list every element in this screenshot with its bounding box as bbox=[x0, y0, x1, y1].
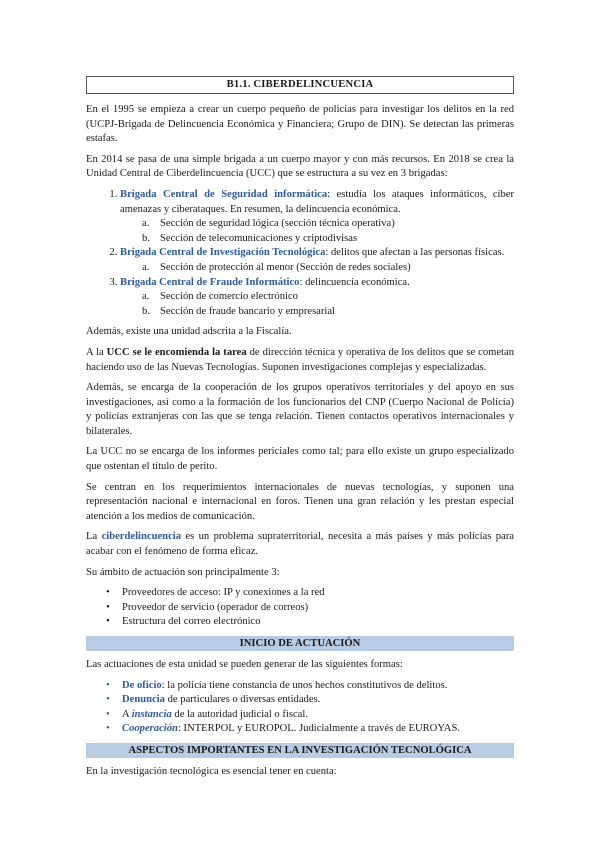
key-term: ciberdelincuencia bbox=[101, 531, 182, 543]
section-text: Sección de telecomunicaciones y criptodivisas bbox=[160, 232, 358, 244]
paragraph-fiscalia: Además, existe una unidad adscrita a la Fiscalía. bbox=[86, 326, 292, 338]
section-list bbox=[120, 261, 514, 276]
scope-list bbox=[86, 586, 514, 630]
brigade-item bbox=[120, 246, 514, 275]
paragraph-cooperation: Además, se encarga de la cooperación de los grupos operativos territoriales y del apoyo en sus investigaciones, así como a la formación de los funcionarios del CNP (Cuerpo Nacional de Policía) y policías extranjeras con las que se tenga relación. Tienen contactos operativos internacionales y bilaterales. bbox=[86, 382, 514, 437]
section-list bbox=[120, 217, 514, 246]
section-text: Sección de protección al menor (Sección de redes sociales) bbox=[160, 261, 411, 273]
paragraph-tech-intro: En la investigación tecnológica es esencial tener en cuenta: bbox=[86, 765, 337, 777]
brigade-name: Brigada Central de Investigación Tecnológica bbox=[120, 247, 326, 259]
brigade-name: Brigada Central de Seguridad informática bbox=[120, 188, 328, 200]
section-list bbox=[120, 290, 514, 319]
section-item bbox=[142, 232, 514, 247]
section-marker: b. bbox=[142, 232, 150, 244]
section-item bbox=[142, 217, 514, 232]
bullet-icon: • bbox=[106, 601, 110, 613]
bullet-icon: • bbox=[106, 616, 110, 628]
brigade-name: Brigada Central de Fraude Informático bbox=[120, 276, 300, 288]
section-heading-aspectos: ASPECTOS IMPORTANTES EN LA INVESTIGACIÓN TECNOLÓGICA bbox=[86, 743, 514, 758]
brigade-item bbox=[120, 188, 514, 246]
text-run: A la bbox=[86, 346, 107, 358]
brigades-list bbox=[86, 188, 514, 319]
text-run: : INTERPOL y EUROPOL. Judicialmente a través de EUROYAS. bbox=[177, 723, 460, 735]
section-item bbox=[142, 290, 514, 305]
text-run: es un problema supraterritorial, necesita a más países y más policías para acabar con el fenómeno de forma eficaz. bbox=[86, 531, 514, 558]
paragraph-requirements: Se centran en los requerimientos internacionales de nuevas tecnologías, y suponen una representación nacional e internacional en foros. Tienen una gran relación y les prestan especial atención a los medios de comunicación. bbox=[86, 481, 514, 522]
section-text: Sección de comercio electrónico bbox=[160, 291, 298, 303]
paragraph-ucc-creation: En 2014 se pasa de una simple brigada a un cuerpo mayor y con más recursos. En 2018 se crea la Unidad Central de Ciberdelincuencia (UCC) que se estructura a su vez en 3 brigadas: bbox=[86, 153, 514, 180]
text-run: de la autoridad judicial o fiscal. bbox=[171, 708, 308, 720]
section-text: Sección de fraude bancario y empresarial bbox=[160, 305, 336, 317]
section-item bbox=[142, 261, 514, 276]
section-marker: a. bbox=[142, 218, 150, 230]
paragraph-scope-intro: Su ámbito de actuación son principalmente 3: bbox=[86, 566, 280, 578]
list-item-text: Estructura del correo electrónico bbox=[122, 616, 261, 628]
list-item bbox=[106, 708, 514, 723]
section-heading-inicio: INICIO DE ACTUACIÓN bbox=[86, 636, 514, 651]
section-marker: a. bbox=[142, 261, 150, 273]
list-item bbox=[106, 679, 514, 694]
text-run: de dirección técnica y operativa de los delitos que se cometan haciendo uso de las Nuevas Tecnologías. Suponen investigaciones complejas y especializadas. bbox=[86, 346, 515, 373]
list-item bbox=[106, 601, 514, 616]
list-item bbox=[106, 722, 514, 737]
brigade-description: : delitos que afectan a las personas físicas. bbox=[325, 247, 505, 259]
brigade-item bbox=[120, 276, 514, 320]
bullet-icon: • bbox=[106, 723, 110, 735]
text-run: de particulares o diversas entidades. bbox=[164, 694, 321, 706]
section-title: B1.1. CIBERDELINCUENCIA bbox=[86, 76, 514, 94]
paragraph-actions-intro: Las actuaciones de esta unidad se pueden generar de las siguientes formas: bbox=[86, 659, 403, 670]
paragraph-reports: La UCC no se encarga de los informes periciales como tal; para ello existe un grupo especializado que ostentan el título de perito. bbox=[86, 446, 514, 473]
list-item-text: Proveedor de servicio (operador de correos) bbox=[122, 601, 309, 613]
section-item bbox=[142, 305, 514, 320]
text-run: : la policía tiene constancia de unos hechos constitutivos de delitos. bbox=[161, 679, 448, 691]
key-term: De oficio bbox=[122, 679, 162, 691]
actions-list bbox=[86, 679, 514, 737]
emphasis: UCC se le encomienda la tarea bbox=[106, 346, 247, 358]
paragraph-cybercrime bbox=[86, 530, 514, 559]
key-term: Denuncia bbox=[122, 694, 165, 706]
bullet-icon: • bbox=[106, 679, 110, 691]
brigade-description: : estudia los ataques informáticos, ciber amenazas y ciberataques. En resumen, la delincuencia económica. bbox=[120, 188, 514, 215]
bullet-icon: • bbox=[106, 708, 110, 720]
list-item bbox=[106, 586, 514, 601]
paragraph-history: En el 1995 se empieza a crear un cuerpo pequeño de policías para investigar los delitos en la red (UCPJ-Brigada de Delincuencia Económica y Financiera; Grupo de DIN). Se detectan las primeras estafas. bbox=[86, 104, 514, 145]
bullet-icon: • bbox=[106, 587, 110, 599]
text-run: A bbox=[122, 708, 132, 720]
bullet-icon: • bbox=[106, 694, 110, 706]
document-page bbox=[86, 76, 514, 786]
section-marker: b. bbox=[142, 305, 150, 317]
section-marker: a. bbox=[142, 291, 150, 303]
text-run: La bbox=[86, 531, 102, 543]
section-text: Sección de seguridad lógica (sección técnica operativa) bbox=[160, 218, 395, 230]
key-term: Cooperación bbox=[122, 723, 178, 735]
key-term: instancia bbox=[131, 708, 172, 720]
paragraph-ucc-task bbox=[86, 346, 514, 375]
brigade-description: : delincuencia económica. bbox=[299, 276, 410, 288]
list-item bbox=[106, 615, 514, 630]
list-item bbox=[106, 693, 514, 708]
list-item-text: Proveedores de acceso: IP y conexiones a la red bbox=[122, 587, 325, 599]
